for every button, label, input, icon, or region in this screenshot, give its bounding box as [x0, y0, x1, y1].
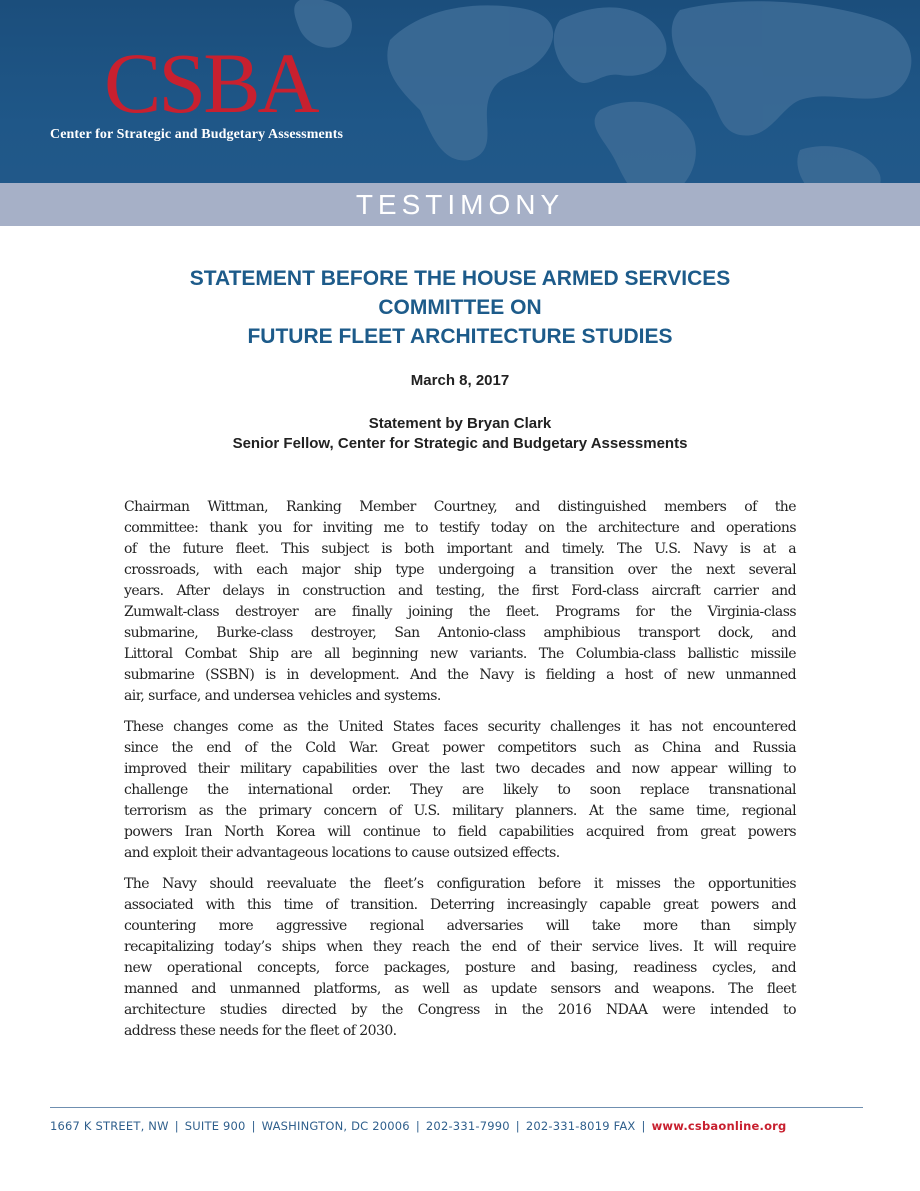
paragraph-line: and exploit their advantageous locations to cause outsized effects. — [124, 845, 560, 861]
footer-separator: | — [515, 1119, 520, 1133]
testimony-date: March 8, 2017 — [410, 372, 510, 389]
paragraph-line: years. After delays in construction and testing, the first Ford-class aircraft carrier and — [124, 583, 796, 599]
footer-suite: SUITE 900 — [184, 1119, 246, 1133]
title-line-1: STATEMENT BEFORE THE HOUSE ARMED SERVICES — [189, 267, 731, 290]
footer-address: 1667 K STREET, NW — [50, 1119, 169, 1133]
footer-divider — [50, 1107, 863, 1108]
footer-fax: 202-331-8019 FAX — [525, 1119, 636, 1133]
paragraph-line: terrorism as the primary concern of U.S. military planners. At the same time, regional — [124, 803, 796, 819]
author-line: Statement by Bryan Clark — [368, 415, 552, 432]
paragraph-line: Zumwalt-class destroyer are finally joining the fleet. Programs for the Virginia-class — [124, 604, 796, 620]
paragraph-line: air, surface, and undersea vehicles and systems. — [124, 688, 441, 704]
paragraph-line: new operational concepts, force packages, posture and basing, readiness cycles, and — [124, 960, 796, 976]
paragraph-line: address these needs for the fleet of 2030. — [124, 1023, 397, 1039]
footer-separator: | — [174, 1119, 179, 1133]
paragraph-line: The Navy should reevaluate the fleet’s configuration before it misses the opportunities — [124, 876, 796, 892]
paragraph-line: associated with this time of transition. Deterring increasingly capable great powers and — [124, 897, 796, 913]
title-line-2: COMMITTEE ON — [378, 296, 542, 319]
footer-city: WASHINGTON, DC 20006 — [261, 1119, 410, 1133]
paragraph-line: crossroads, with each major ship type undergoing a transition over the next several — [124, 562, 796, 578]
paragraph-line: These changes come as the United States faces security challenges it has not encountered — [124, 719, 796, 735]
author-position: Senior Fellow, Center for Strategic and Budgetary Assessments — [232, 435, 688, 452]
paragraph-2 — [124, 717, 796, 864]
band-label: TESTIMONY — [355, 189, 565, 220]
paragraph-line: recapitalizing today’s ships when they reach the end of their service lives. It will require — [124, 939, 796, 955]
statement-body — [124, 497, 796, 1052]
paragraph-line: challenge the international order. They are likely to soon replace transnational — [124, 782, 796, 798]
paragraph-line: countering more aggressive regional adversaries will take more than simply — [124, 918, 796, 934]
paragraph-line: improved their military capabilities over the last two decades and now appear willing to — [124, 761, 796, 777]
paragraph-line: Littoral Combat Ship are all beginning new variants. The Columbia-class ballistic missile — [124, 646, 796, 662]
byline — [100, 414, 820, 454]
page-footer — [50, 1119, 863, 1133]
footer-separator: | — [641, 1119, 646, 1133]
paragraph-line: powers Iran North Korea will continue to field capabilities acquired from great powers — [124, 824, 796, 840]
paragraph-line: since the end of the Cold War. Great power competitors such as China and Russia — [124, 740, 796, 756]
paragraph-line: Chairman Wittman, Ranking Member Courtney, and distinguished members of the — [124, 499, 796, 515]
paragraph-line: committee: thank you for inviting me to testify today on the architecture and operations — [124, 520, 796, 536]
organization-name: Center for Strategic and Budgetary Assessments — [50, 127, 344, 142]
footer-website-link[interactable]: www.csbaonline.org — [651, 1119, 787, 1133]
footer-phone: 202-331-7990 — [425, 1119, 510, 1133]
paragraph-line: submarine, Burke-class destroyer, San Antonio-class amphibious transport dock, and — [124, 625, 796, 641]
paragraph-line: submarine (SSBN) is in development. And the Navy is fielding a host of new unmanned — [124, 667, 796, 683]
document-title — [100, 264, 820, 351]
paragraph-1 — [124, 497, 796, 707]
paragraph-line: manned and unmanned platforms, as well as update sensors and weapons. The fleet — [124, 981, 796, 997]
paragraph-line: of the future fleet. This subject is both important and timely. The U.S. Navy is at a — [124, 541, 796, 557]
csba-logo: CSBA — [104, 35, 317, 131]
paragraph-3 — [124, 874, 796, 1042]
footer-separator: | — [415, 1119, 420, 1133]
footer-separator: | — [251, 1119, 256, 1133]
title-line-3: FUTURE FLEET ARCHITECTURE STUDIES — [247, 325, 673, 348]
paragraph-line: architecture studies directed by the Congress in the 2016 NDAA were intended to — [124, 1002, 796, 1018]
